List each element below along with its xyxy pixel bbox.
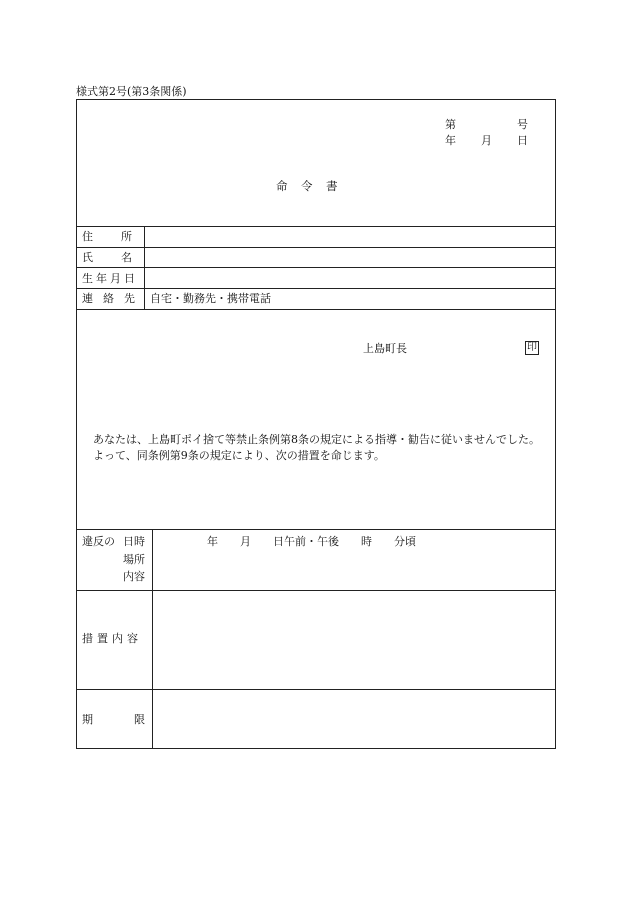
birthdate-label: 生年月日 xyxy=(82,272,138,285)
divider-violation-top xyxy=(76,529,556,530)
violation-label-prefix: 違反の xyxy=(82,535,115,548)
deadline-label: 期 限 xyxy=(82,713,147,726)
violation-place-label: 場所 xyxy=(123,553,145,566)
divider-birthdate xyxy=(76,288,556,289)
order-body xyxy=(82,432,552,464)
number-suffix: 号 xyxy=(517,118,528,131)
form-label: 様式第2号(第3条関係) xyxy=(76,85,187,98)
date-month: 月 xyxy=(481,134,492,147)
divider-name xyxy=(76,267,556,268)
issuer-title: 上島町長 xyxy=(363,342,407,355)
contact-value: 自宅・勤務先・携帯電話 xyxy=(150,292,271,305)
divider-measures-bottom xyxy=(76,689,556,690)
number-prefix: 第 xyxy=(445,118,456,131)
divider-contact xyxy=(76,309,556,310)
date-year: 年 xyxy=(445,134,456,147)
address-label: 住 所 xyxy=(82,230,134,243)
divider-address xyxy=(76,247,556,248)
name-label: 氏 名 xyxy=(82,251,134,264)
form-frame xyxy=(76,99,556,749)
seal-mark: 印 xyxy=(527,342,537,353)
document-title: 命 令 書 xyxy=(276,179,339,193)
violation-datetime-value: 年 月 日午前・午後 時 分頃 xyxy=(207,535,416,548)
divider-violation-bottom xyxy=(76,590,556,591)
measures-label: 措置内容 xyxy=(82,632,142,645)
violation-datetime-label: 日時 xyxy=(123,535,145,548)
order-paragraph-2: よって、同条例第9条の規定により、次の措置を命じます。 xyxy=(93,449,385,462)
contact-label: 連絡先 xyxy=(82,292,145,305)
date-day: 日 xyxy=(517,134,528,147)
violation-content-label: 内容 xyxy=(123,570,145,583)
divider-info-top xyxy=(76,226,556,227)
order-paragraph-1: あなたは、上島町ポイ捨て等禁止条例第8条の規定による指導・勧告に従いませんでした。 xyxy=(93,433,540,446)
divider-lower-column xyxy=(152,529,153,749)
